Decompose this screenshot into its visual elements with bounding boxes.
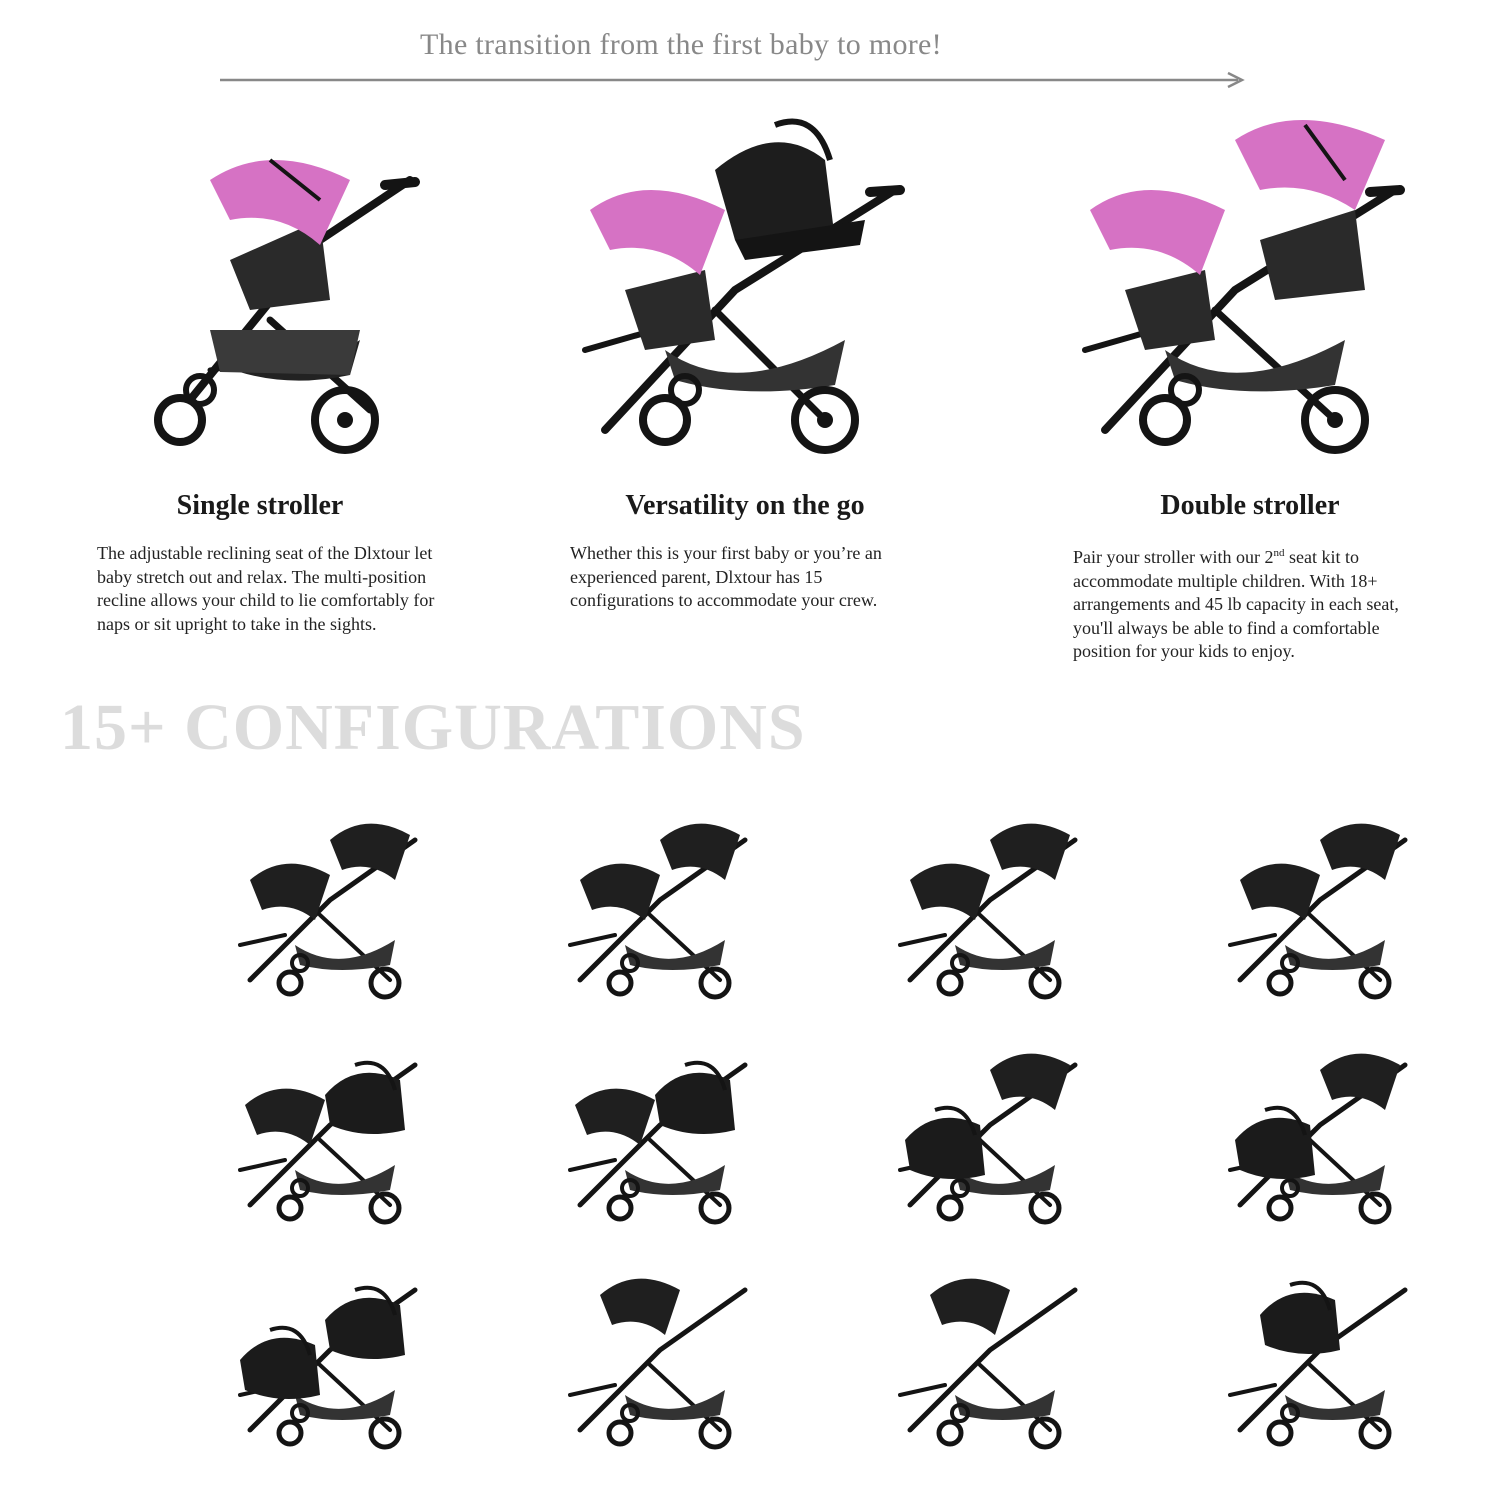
- transition-banner: The transition from the first baby to more!: [420, 28, 942, 61]
- configurations-heading: 15+ CONFIGURATIONS: [60, 691, 806, 764]
- stroller-two-seats-icon: [230, 805, 430, 1005]
- stroller-seat-and-car-seat-icon: [560, 1030, 760, 1230]
- versatility-stroller-image: [565, 100, 925, 470]
- double-stroller-title: Double stroller: [1160, 490, 1340, 521]
- single-stroller-image: [120, 100, 480, 470]
- double-stroller-description: Pair your stroller with our 2nd seat kit to accommodate multiple children. With 18+ arrangements and 45 lb capacity in each seat, you'll always be able to find a comfortable position for your kids to enjoy.: [1073, 547, 1399, 661]
- stroller-two-seats-icon: [890, 805, 1090, 1005]
- single-stroller-description: The adjustable reclining seat of the Dlxtour let baby stretch out and relax. The multi-position recline allows your child to lie comfortably for naps or sit upright to take in the sights.: [97, 543, 435, 634]
- stroller-car-seat-and-seat-icon: [890, 1030, 1090, 1230]
- stroller-single-seat-icon: [890, 1255, 1090, 1455]
- stroller-two-seats-icon: [560, 805, 760, 1005]
- stroller-car-seat-and-seat-icon: [1220, 1030, 1420, 1230]
- double-stroller-image: [1065, 100, 1425, 470]
- stroller-single-car-seat-icon: [1220, 1255, 1420, 1455]
- single-stroller-title: Single stroller: [176, 490, 344, 521]
- stroller-single-seat-icon: [560, 1255, 760, 1455]
- versatility-description: Whether this is your first baby or you’re an experienced parent, Dlxtour has 15 configurations to accommodate your crew.: [570, 543, 882, 610]
- stroller-two-seats-icon: [1220, 805, 1420, 1005]
- stroller-two-car-seats-icon: [230, 1255, 430, 1455]
- stroller-seat-and-car-seat-icon: [230, 1030, 430, 1230]
- transition-arrow-icon: [220, 70, 1250, 90]
- versatility-title: Versatility on the go: [625, 490, 865, 521]
